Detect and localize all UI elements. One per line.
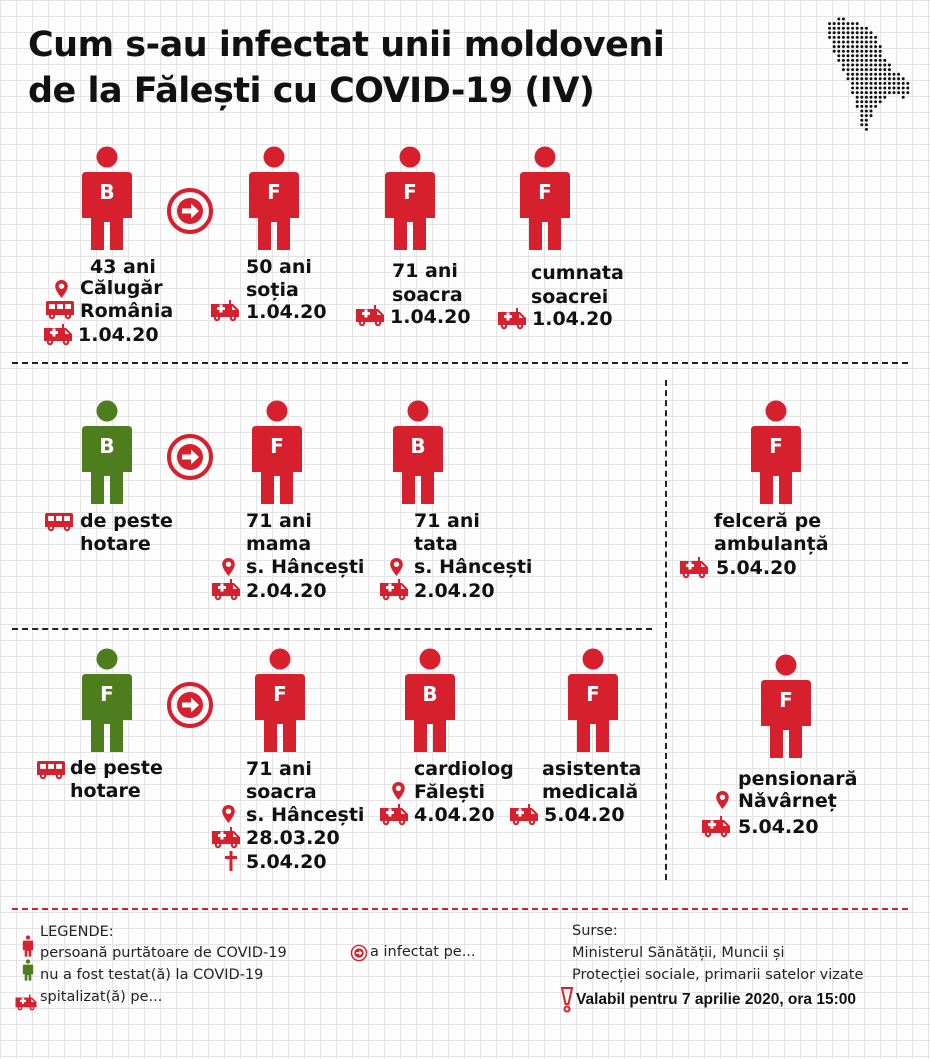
legend-infected-text: a infectat pe...: [370, 944, 476, 960]
vertical-divider: [665, 380, 667, 880]
date-text: 5.04.20: [716, 557, 797, 579]
title-line-1: Cum s-au infectat unii moldoveni: [28, 25, 665, 65]
section-divider: [12, 628, 652, 630]
person-side-2: [757, 654, 815, 758]
ambulance-icon: [378, 577, 410, 601]
legend-divider: [12, 908, 908, 910]
location-pin-icon: [222, 558, 235, 576]
person-green-icon: [22, 958, 34, 982]
date-text: 2.04.20: [414, 580, 495, 602]
person-side-1: [747, 400, 805, 504]
person-letter: B: [410, 434, 426, 458]
age-text: 71 ani: [246, 510, 312, 532]
legend-green-text: nu a fost testat(ă) la COVID-19: [40, 967, 264, 983]
travel-text: de peste: [70, 757, 163, 779]
person-red-icon: [22, 934, 34, 958]
place-text: s. Hâncești: [246, 556, 365, 578]
date-text: 1.04.20: [390, 306, 471, 328]
age-text: 71 ani: [414, 510, 480, 532]
person-letter: F: [100, 682, 114, 706]
date-text: 4.04.20: [414, 804, 495, 826]
location-pin-icon: [716, 791, 729, 809]
ambulance-icon: [508, 802, 540, 826]
ambulance-icon: [678, 555, 710, 579]
arrow-right-circle-icon: [350, 944, 368, 962]
person-r3-3: [401, 648, 459, 752]
place-text: Fălești: [414, 781, 485, 803]
person-r1-1: [78, 146, 136, 250]
person-letter: F: [769, 434, 783, 458]
relation-text: mama: [246, 533, 312, 555]
legend-heading: LEGENDE:: [40, 924, 114, 940]
place-text: Călugăr: [80, 277, 163, 299]
page-title: [28, 22, 664, 114]
age-text: 71 ani: [246, 758, 312, 780]
person-letter: B: [422, 682, 438, 706]
relation-text: cardiolog: [414, 758, 514, 780]
location-pin-icon: [392, 782, 405, 800]
person-letter: B: [99, 434, 115, 458]
age-text: 50 ani: [246, 256, 312, 278]
travel-text: hotare: [80, 533, 151, 555]
age-text: 43 ani: [90, 256, 156, 278]
sources-line-2: Protecției sociale, primarii satelor vizate: [572, 967, 864, 983]
bus-icon: [44, 512, 74, 532]
title-line-2: de la Fălești cu COVID-19 (IV): [28, 71, 595, 111]
ambulance-icon: [209, 298, 241, 322]
person-r1-3: [381, 146, 439, 250]
person-r3-1: [78, 648, 136, 752]
arrow-right-circle-icon: [165, 186, 215, 236]
legend-hospital-text: spitalizat(ă) pe...: [40, 989, 163, 1005]
relation-text: ambulanță: [714, 533, 829, 555]
ambulance-icon: [496, 306, 528, 330]
ambulance-icon: [354, 303, 386, 327]
arrow-right-circle-icon: [165, 680, 215, 730]
date-text: 1.04.20: [532, 308, 613, 330]
travel-text: hotare: [70, 780, 141, 802]
relation-text: tata: [414, 533, 458, 555]
date-text: 1.04.20: [78, 324, 159, 346]
place-text: s. Hâncești: [246, 804, 365, 826]
valid-date-text: Valabil pentru 7 aprilie 2020, ora 15:00: [576, 991, 856, 1008]
location-pin-icon: [222, 805, 235, 823]
person-letter: F: [267, 180, 281, 204]
person-letter: F: [403, 180, 417, 204]
person-letter: F: [586, 682, 600, 706]
date-text: 5.04.20: [738, 816, 819, 838]
date-text: 1.04.20: [246, 301, 327, 323]
person-r3-2: [251, 648, 309, 752]
person-r3-4: [564, 648, 622, 752]
sources-line-1: Ministerul Sănătății, Muncii și: [572, 945, 785, 961]
location-pin-icon: [55, 280, 68, 298]
person-r2-2: [248, 400, 306, 504]
relation-text: soția: [246, 279, 299, 301]
relation-text: pensionară: [738, 768, 858, 790]
bus-icon: [36, 760, 66, 780]
relation-text: cumnata: [531, 262, 624, 284]
person-letter: F: [273, 682, 287, 706]
date-text: 2.04.20: [246, 580, 327, 602]
person-r2-3: [389, 400, 447, 504]
death-date-text: 5.04.20: [246, 851, 327, 873]
person-r1-2: [245, 146, 303, 250]
moldova-map-icon: [822, 16, 914, 134]
relation-text: soacrei: [531, 286, 609, 308]
ambulance-icon: [378, 802, 410, 826]
sources-heading: Surse:: [572, 923, 618, 939]
legend-red-text: persoană purtătoare de COVID-19: [40, 945, 287, 961]
relation-text: felceră pe: [714, 510, 822, 532]
place-text: s. Hâncești: [414, 556, 533, 578]
person-letter: F: [538, 180, 552, 204]
section-divider: [12, 362, 908, 364]
person-r1-4: [516, 146, 574, 250]
travel-text: de peste: [80, 510, 173, 532]
exclamation-icon: [561, 987, 573, 1013]
ambulance-icon: [210, 577, 242, 601]
relation-text: asistenta: [542, 758, 642, 780]
relation-text: soacra: [392, 284, 463, 306]
person-letter: B: [99, 180, 115, 204]
person-letter: F: [779, 688, 793, 712]
ambulance-icon: [210, 825, 242, 849]
bus-icon: [45, 300, 75, 320]
place-text: Nǎvârneț: [738, 790, 837, 812]
ambulance-icon: [700, 814, 732, 838]
date-text: 5.04.20: [544, 804, 625, 826]
relation-text: soacra: [246, 781, 317, 803]
location-pin-icon: [390, 558, 403, 576]
arrow-right-circle-icon: [165, 432, 215, 482]
cross-icon: [225, 851, 237, 871]
travel-text: România: [80, 300, 174, 322]
age-text: 71 ani: [392, 260, 458, 282]
ambulance-icon: [42, 322, 74, 346]
date-text: 28.03.20: [246, 827, 340, 849]
ambulance-icon: [14, 993, 38, 1011]
relation-text: medicală: [542, 781, 639, 803]
person-letter: F: [270, 434, 284, 458]
person-r2-1: [78, 400, 136, 504]
